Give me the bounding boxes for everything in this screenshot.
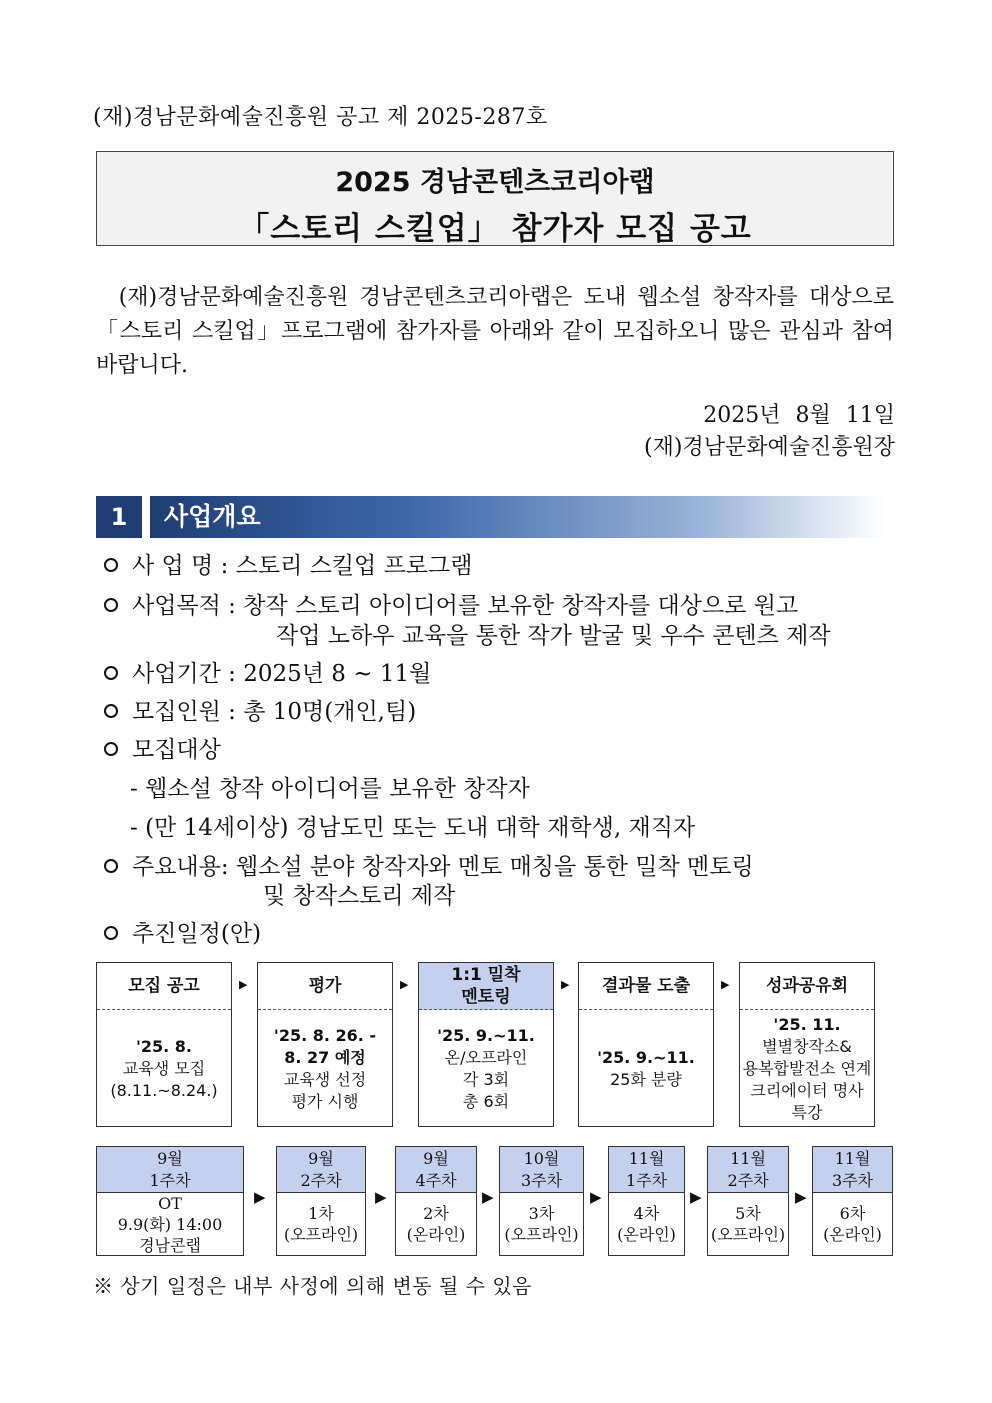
process-step-detail: 평가 시행	[291, 1092, 359, 1111]
item-target	[104, 734, 221, 766]
process-step-detail: (8.11.~8.24.)	[110, 1081, 218, 1100]
process-step-date: '25. 8.	[135, 1037, 193, 1056]
intro-text: (재)경남문화예술진흥원 경남콘텐츠코리아랩은 도내 웹소설 창작자를 대상으로 「스토리 스킬업」프로그램에 참가자를 아래와 같이 모집하오니 많은 관심과 참여 바랍니다.	[96, 285, 894, 378]
process-step	[418, 962, 554, 1127]
schedule-week-body	[708, 1193, 788, 1255]
process-step-body	[419, 1010, 553, 1128]
item-label: 모집인원 :	[132, 699, 236, 725]
item-value: 웹소설 분야 창작자와 멘토 매칭을 통한 밀착 멘토링	[235, 854, 754, 880]
process-step-detail: 온/오프라인	[444, 1048, 528, 1067]
arrow-right-icon: ▶	[795, 1188, 807, 1206]
process-step-detail: 각 3회	[462, 1070, 510, 1089]
process-step-detail: 크리에이터 명사	[750, 1081, 864, 1100]
schedule-week	[395, 1146, 477, 1256]
item-schedule	[104, 918, 261, 950]
arrow-right-icon: ▶	[690, 1188, 702, 1206]
schedule-week-no: 3주차	[520, 1171, 563, 1190]
schedule-week	[707, 1146, 789, 1256]
arrow-right-icon: ▶	[254, 1188, 266, 1206]
schedule-week-header	[813, 1147, 892, 1193]
item-label: 사 업 명 :	[132, 553, 229, 579]
item-label: 모집대상	[132, 737, 221, 763]
schedule-detail: 5차	[735, 1204, 761, 1223]
schedule-week-header	[277, 1147, 365, 1193]
schedule-week	[276, 1146, 366, 1256]
schedule-week	[812, 1146, 893, 1256]
schedule-week-header	[609, 1147, 684, 1193]
process-step	[578, 962, 714, 1127]
circle-bullet-icon	[104, 742, 118, 756]
schedule-week-header	[97, 1147, 243, 1193]
intro-paragraph	[96, 281, 894, 383]
process-step-title: 평가	[258, 963, 392, 1010]
section-title: 사업개요	[150, 496, 886, 538]
item-business-name	[104, 550, 472, 582]
circle-bullet-icon	[104, 926, 118, 940]
item-purpose	[104, 590, 798, 622]
process-step-detail: 교육생 선정	[283, 1070, 367, 1089]
schedule-week-body	[813, 1193, 892, 1255]
process-step	[96, 962, 232, 1127]
process-step-body	[579, 1010, 713, 1128]
item-label: 추진일정(안)	[132, 921, 262, 947]
schedule-week	[608, 1146, 685, 1256]
schedule-week-no: 2주차	[727, 1171, 769, 1190]
process-step-detail: 용복합발전소 연계	[742, 1059, 872, 1078]
target-sub-2: - (만 14세이상) 경남도민 또는 도내 대학 재학생, 재직자	[130, 815, 696, 841]
schedule-week	[499, 1146, 584, 1256]
schedule-detail: 1차	[308, 1204, 334, 1223]
notice-date: 2025년 8월 11일	[703, 403, 895, 428]
schedule-month: 11월	[730, 1149, 766, 1168]
schedule-detail: 4차	[633, 1204, 660, 1223]
process-step-date: '25. 8. 26. -	[273, 1026, 377, 1045]
arrow-right-icon: ▶	[400, 978, 409, 991]
process-step	[739, 962, 875, 1127]
schedule-month: 9월	[423, 1149, 449, 1168]
process-step-body	[740, 1010, 874, 1128]
arrow-right-icon: ▶	[239, 978, 248, 991]
item-label: 사업목적 :	[132, 593, 236, 619]
schedule-detail: 3차	[528, 1204, 555, 1223]
schedule-week-header	[500, 1147, 583, 1193]
schedule-detail: (오프라인)	[504, 1225, 579, 1244]
schedule-month: 11월	[628, 1149, 665, 1168]
process-step-body	[97, 1010, 231, 1128]
schedule-week-body	[396, 1193, 476, 1255]
schedule-week-body	[277, 1193, 365, 1255]
schedule-week-no: 1주차	[149, 1171, 191, 1190]
item-content-line2: 및 창작스토리 제작	[263, 883, 456, 909]
section-header	[96, 496, 886, 538]
schedule-detail: (오프라인)	[283, 1225, 359, 1244]
process-step-detail: 교육생 모집	[122, 1059, 206, 1078]
schedule-week-no: 4주차	[415, 1171, 457, 1190]
process-step-date: '25. 11.	[773, 1015, 841, 1034]
arrow-right-icon: ▶	[482, 1188, 494, 1206]
schedule-detail: 2차	[423, 1204, 449, 1223]
title-line-1: 2025 경남콘텐츠코리아랩	[335, 167, 655, 198]
schedule-week	[96, 1146, 244, 1256]
item-value: 스토리 스킬업 프로그램	[235, 553, 473, 579]
schedule-week-body	[97, 1193, 243, 1255]
schedule-detail: OT	[158, 1193, 182, 1213]
process-step-date: '25. 9.~11.	[597, 1048, 695, 1067]
circle-bullet-icon	[104, 704, 118, 718]
footnote: ※ 상기 일정은 내부 사정에 의해 변동 될 수 있음	[93, 1274, 532, 1298]
circle-bullet-icon	[104, 859, 118, 873]
schedule-detail: (온라인)	[617, 1225, 676, 1244]
schedule-week-header	[396, 1147, 476, 1193]
schedule-week-body	[609, 1193, 684, 1255]
schedule-week-no: 2주차	[300, 1171, 342, 1190]
schedule-detail: 6차	[839, 1204, 866, 1223]
process-step-title: 결과물 도출	[579, 963, 713, 1010]
arrow-right-icon: ▶	[375, 1188, 387, 1206]
circle-bullet-icon	[104, 558, 118, 572]
process-step-title: 1:1 밀착 멘토링	[419, 963, 553, 1010]
item-label: 사업기간 :	[132, 661, 236, 687]
schedule-week-header	[708, 1147, 788, 1193]
process-step-body	[258, 1010, 392, 1128]
process-step-title: 모집 공고	[97, 963, 231, 1010]
item-value: 총 10명(개인,팀)	[243, 699, 417, 725]
item-value: 2025년 8 ~ 11월	[243, 661, 432, 687]
title-line-2: 「스토리 스킬업」 참가자 모집 공고	[238, 211, 752, 247]
target-sub-1: - 웹소설 창작 아이디어를 보유한 창작자	[130, 776, 530, 802]
process-step	[257, 962, 393, 1127]
title-box	[96, 151, 894, 246]
schedule-detail: (온라인)	[823, 1225, 882, 1244]
schedule-month: 11월	[834, 1149, 871, 1168]
issuer: (재)경남문화예술진흥원장	[644, 435, 895, 460]
item-headcount	[104, 696, 416, 728]
arrow-right-icon: ▶	[590, 1188, 602, 1206]
arrow-right-icon: ▶	[561, 978, 570, 991]
schedule-month: 9월	[308, 1149, 334, 1168]
schedule-week-body	[500, 1193, 583, 1255]
notice-number: (재)경남문화예술진흥원 공고 제 2025-287호	[93, 105, 548, 130]
item-content	[104, 851, 754, 883]
schedule-detail: 9.9(화) 14:00	[117, 1214, 223, 1234]
schedule-month: 10월	[523, 1149, 560, 1168]
schedule-week-no: 1주차	[625, 1171, 668, 1190]
process-step-title: 성과공유회	[740, 963, 874, 1010]
schedule-detail: (온라인)	[406, 1225, 466, 1244]
process-step-date: 8. 27 예정	[284, 1048, 366, 1067]
schedule-month: 9월	[157, 1149, 183, 1168]
item-value: 창작 스토리 아이디어를 보유한 창작자를 대상으로 원고	[243, 593, 799, 619]
schedule-detail: (오프라인)	[710, 1225, 786, 1244]
arrow-right-icon: ▶	[721, 978, 730, 991]
item-label: 주요내용:	[132, 854, 229, 880]
section-number: 1	[96, 496, 142, 538]
process-step-detail: 특강	[791, 1103, 823, 1122]
circle-bullet-icon	[104, 666, 118, 680]
item-purpose-line2: 작업 노하우 교육을 통한 작가 발굴 및 우수 콘텐츠 제작	[276, 623, 831, 649]
circle-bullet-icon	[104, 598, 118, 612]
process-step-detail: 25화 분량	[610, 1070, 682, 1089]
process-step-detail: 총 6회	[462, 1092, 510, 1111]
schedule-week-no: 3주차	[831, 1171, 874, 1190]
process-step-detail: 별별창작소&	[762, 1037, 852, 1056]
schedule-detail: 경남콘랩	[139, 1235, 201, 1255]
process-step-date: '25. 9.~11.	[437, 1026, 535, 1045]
item-period	[104, 658, 431, 690]
